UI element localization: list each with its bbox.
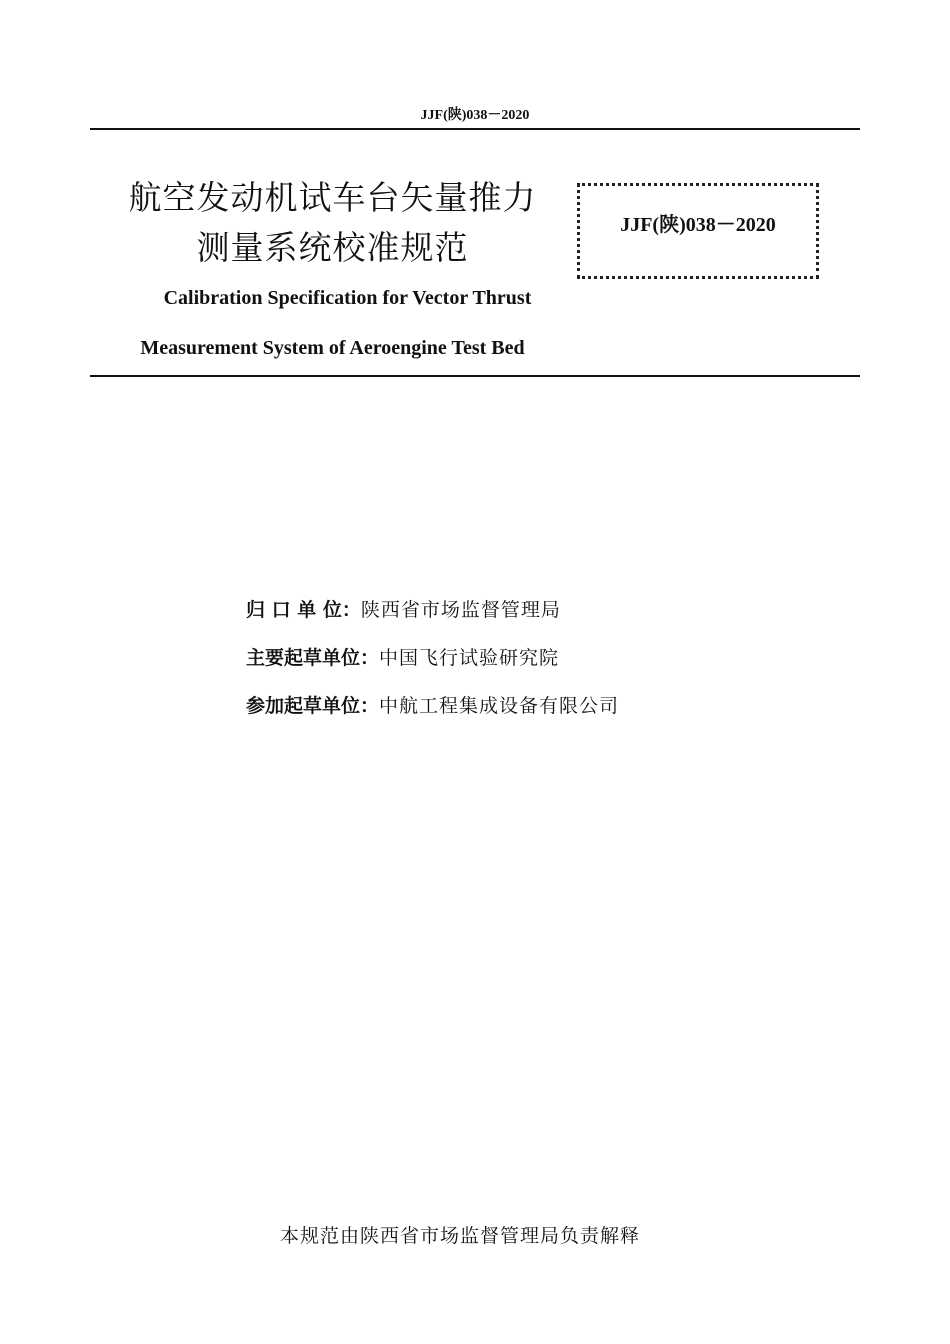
title-english-line-2: Measurement System of Aeroengine Test Bed	[140, 337, 525, 359]
unit-label: 参加起草单位：	[246, 695, 380, 717]
title-english-line-1: Calibration Specification for Vector Thrust	[163, 287, 532, 309]
unit-row-participating-drafter	[246, 682, 866, 730]
title-divider	[90, 375, 860, 377]
unit-label: 主要起草单位：	[246, 647, 380, 669]
unit-value: 陕西省市场监督管理局	[360, 599, 561, 621]
unit-row-responsible	[246, 586, 866, 634]
drafting-units-list	[246, 586, 866, 730]
interpretation-note: 本规范由陕西省市场监督管理局负责解释	[279, 1225, 640, 1247]
title-chinese-line-1: 航空发动机试车台矢量推力	[128, 178, 537, 217]
unit-value: 中国飞行试验研究院	[379, 647, 560, 669]
header-standard-code: JJF(陕)038－2020	[420, 108, 530, 123]
standard-code-box-text: JJF(陕)038－2020	[620, 214, 776, 236]
unit-value: 中航工程集成设备有限公司	[379, 695, 620, 717]
standard-code-box	[577, 183, 819, 279]
unit-row-main-drafter	[246, 634, 866, 682]
unit-label: 归 口 单 位：	[246, 599, 361, 621]
title-chinese-line-2: 测量系统校准规范	[196, 228, 469, 267]
header-divider	[90, 128, 860, 130]
